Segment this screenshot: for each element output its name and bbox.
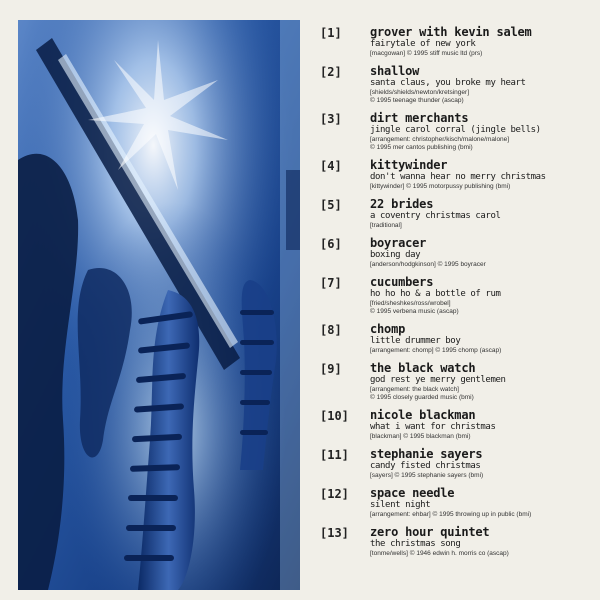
track-credit: [anderson/hodgkinson] © 1995 boyracer: [370, 261, 486, 268]
track-entry: [312, 158, 594, 191]
track-number: [11]: [320, 448, 349, 462]
track-number: [2]: [320, 65, 342, 79]
track-credit: [fried/sheshkes/ross/wrobel]: [370, 300, 451, 307]
track-artist: the black watch: [370, 361, 476, 375]
track-credit: [traditional]: [370, 222, 402, 229]
track-number: [3]: [320, 112, 342, 126]
track-credit: © 1995 mer cantos publishing (bmi): [370, 144, 473, 151]
track-artist: grover with kevin salem: [370, 25, 532, 39]
track-entry: [312, 525, 594, 558]
track-song-title: santa claus, you broke my heart: [370, 78, 526, 88]
track-song-title: god rest ye merry gentlemen: [370, 375, 506, 385]
track-credit: [tonme/wells] © 1946 edwin h. morris co (ascap): [370, 550, 509, 557]
track-credit: [arrangement: chomp] © 1995 chomp (ascap): [370, 347, 502, 354]
track-artist: shallow: [370, 64, 420, 78]
track-song-title: boxing day: [370, 250, 421, 260]
track-list: [312, 25, 594, 564]
track-credit: © 1995 verbena music (ascap): [370, 308, 459, 315]
track-number: [1]: [320, 26, 342, 40]
track-credit: [shields/shields/newton/kretsinger]: [370, 89, 469, 96]
track-entry: [312, 25, 594, 58]
track-entry: [312, 408, 594, 441]
track-entry: [312, 197, 594, 230]
track-entry: [312, 361, 594, 402]
track-song-title: jingle carol corral (jingle bells): [370, 125, 541, 135]
track-number: [12]: [320, 487, 349, 501]
track-artist: cucumbers: [370, 275, 434, 289]
track-credit: [arrangement: ehbar] © 1995 throwing up in public (bmi): [370, 511, 532, 518]
track-artist: dirt merchants: [370, 111, 469, 125]
track-number: [6]: [320, 237, 342, 251]
track-artist: kittywinder: [370, 158, 448, 172]
track-song-title: little drummer boy: [370, 336, 461, 346]
track-credit: [sayers] © 1995 stephanie sayers (bmi): [370, 472, 484, 479]
track-entry: [312, 486, 594, 519]
track-credit: [blackman] © 1995 blackman (bmi): [370, 433, 471, 440]
track-number: [9]: [320, 362, 342, 376]
track-credit: © 1995 teenage thunder (ascap): [370, 97, 464, 104]
track-song-title: ho ho ho & a bottle of rum: [370, 289, 501, 299]
track-number: [13]: [320, 526, 349, 540]
track-credit: [arrangement: christopher/kisch/malone/malone]: [370, 136, 510, 143]
track-entry: [312, 64, 594, 105]
track-number: [7]: [320, 276, 342, 290]
track-credit: © 1995 closely guarded music (bmi): [370, 394, 474, 401]
track-artist: boyracer: [370, 236, 427, 250]
track-artist: nicole blackman: [370, 408, 476, 422]
track-artist: stephanie sayers: [370, 447, 483, 461]
cover-photo-art: [18, 20, 300, 590]
track-entry: [312, 236, 594, 269]
track-song-title: silent night: [370, 500, 431, 510]
track-entry: [312, 447, 594, 480]
track-credit: [arrangement: the black watch]: [370, 386, 459, 393]
track-number: [4]: [320, 159, 342, 173]
track-entry: [312, 322, 594, 355]
track-entry: [312, 111, 594, 152]
track-credit: [macgowan] © 1995 stiff music ltd (prs): [370, 50, 483, 57]
track-entry: [312, 275, 594, 316]
track-number: [10]: [320, 409, 349, 423]
track-song-title: candy fisted christmas: [370, 461, 481, 471]
track-song-title: fairytale of new york: [370, 39, 476, 49]
track-song-title: what i want for christmas: [370, 422, 496, 432]
track-artist: zero hour quintet: [370, 525, 490, 539]
cover-photo: [18, 20, 300, 590]
track-song-title: a coventry christmas carol: [370, 211, 501, 221]
track-song-title: don't wanna hear no merry christmas: [370, 172, 546, 182]
track-artist: 22 brides: [370, 197, 434, 211]
track-artist: space needle: [370, 486, 455, 500]
track-song-title: the christmas song: [370, 539, 461, 549]
track-artist: chomp: [370, 322, 406, 336]
track-credit: [kittywinder] © 1995 motorpussy publishing (bmi): [370, 183, 511, 190]
track-number: [8]: [320, 323, 342, 337]
track-number: [5]: [320, 198, 342, 212]
